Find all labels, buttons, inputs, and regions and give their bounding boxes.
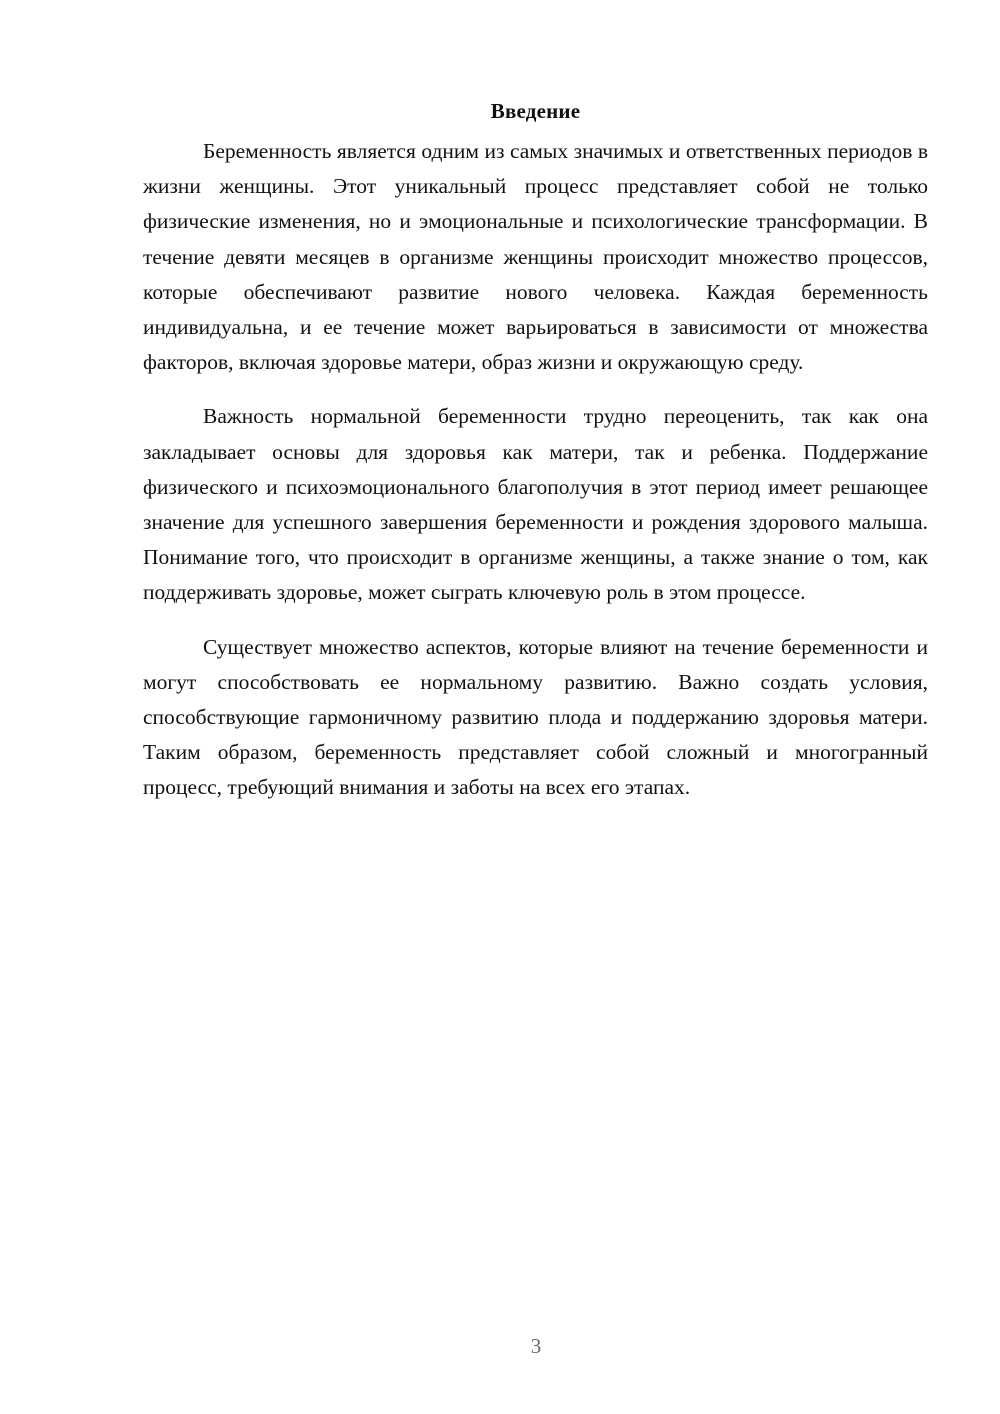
page-number: 3 xyxy=(530,1334,542,1358)
paragraph-1: Беременность является одним из самых значимых и ответственных периодов в жизни женщины. Этот уникальный процесс представляет собой не только физические изменения, но и эмоциональные и психологические трансформации. В течение девяти месяцев в организме женщины происходит множество процессов, которые обеспечивают развитие нового человека. Каждая беременность индивидуальна, и ее течение может варьироваться в зависимости от множества факторов, включая здоровье матери, образ жизни и окружающую среду. xyxy=(143,139,928,375)
section-heading: Введение xyxy=(490,99,581,123)
paragraph-3: Существует множество аспектов, которые влияют на течение беременности и могут способствовать ее нормальному развитию. Важно создать условия, способствующие гармоничному развитию плода и поддержанию здоровья матери. Таким образом, беременность представляет собой сложный и многогранный процесс, требующий внимания и заботы на всех его этапах. xyxy=(143,634,928,800)
page-content xyxy=(143,98,928,806)
paragraph-2: Важность нормальной беременности трудно переоценить, так как она закладывает основы для здоровья как матери, так и ребенка. Поддержание физического и психоэмоционального благополучия в этот период имеет решающее значение для успешного завершения беременности и рождения здорового малыша. Понимание того, что происходит в организме женщины, а также знание о том, как поддерживать здоровье, может сыграть ключевую роль в этом процессе. xyxy=(143,404,928,605)
